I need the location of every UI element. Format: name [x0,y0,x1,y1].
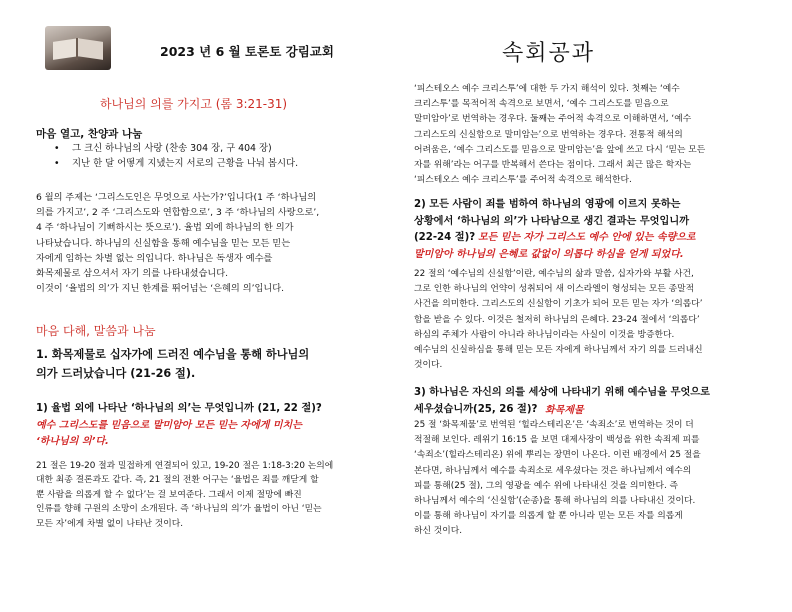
answer-1: 예수 그리스도를 믿음으로 말미암아 모든 믿는 자에게 미치는 ‘하나님의 의’다. [36,420,302,447]
answer-2: 모든 믿는 자가 그리스도 예수 안에 있는 속량으로 말미암아 하나님의 은혜로 값없이 의롭다 하심을 얻게 되었다. [414,232,696,260]
bullet-list [72,141,298,171]
section-title: 마음 다해, 말씀과 나눔 [36,324,156,338]
question-3: 3) 하나님은 자신의 의를 세상에 나타내기 위해 예수님을 무엇으로 세우셨습니까(25, 26 절)? [414,387,710,415]
answer-3: 화목제물 [545,405,584,416]
brand-title: 속회공과 [502,41,596,66]
paragraph-1: 21 절은 19-20 절과 밀접하게 연결되어 있고, 19-20 절은 1:18-3:20 논의에 대한 최종 결론과도 같다. 즉, 21 절의 전환 어구는 ‘율법은 죄를 깨닫게 할 뿐 사람을 의롭게 할 수 없다’는 걸 보여준다. 그래서 이제 절망에 빠진 인류를 향해 구원의 소망이 소개된다. 즉 ‘하나님의 의’가 율법이 아닌 ‘믿는 모든 자’에게 차별 없이 나타난 것이다. [36,461,334,529]
paragraph-2: 22 절의 ‘예수님의 신실함’이란, 예수님의 삶과 말씀, 십자가와 부활 사건, 그로 인한 하나님의 언약이 성취되어 새 이스라엘이 형성되는 모든 종말적 사건을 의미한다. 그리스도의 신실함이 기초가 되어 모든 믿는 자가 ‘의롭다’ 함을 받을 수 있다. 이것은 철저히 하나님의 은혜다. 23-24 절에서 ‘의롭다’ 하심의 주체가 사람이 아니라 하나님이라는 사실이 이것을 방증한다. 예수님의 신실하심을 통해 믿는 모든 자에게 하나님께서 자기 의를 드러내신 것이다. [414,269,703,371]
paragraph-0: ‘피스테오스 예수 크리스투’에 대한 두 가지 해석이 있다. 첫째는 ‘예수 크리스투’를 목적어적 속격으로 보면서, ‘예수 그리스도를 믿음으로 말미암아’로 번역하는 경우다. 둘째는 주어적 속격으로 이해하면서, ‘예수 그리스도의 신실함으로 말미암는’으로 번역하는 경우다. 전통적 해석의 어려움은, ‘예수 그리스도를 믿음으로 말미암는’을 앞에 쓰고 다시 ‘믿는 모든 자를 위해’라는 어구를 반복해서 쓴다는 점이다. 그래서 최근 많은 학자는 ‘피스테오스 예수 크리스투’를 주어적 속격으로 해석한다. [414,84,706,186]
paragraph-3: 25 절 ‘화목제물’로 번역된 ‘힐라스테리온’은 ‘속죄소’로 번역하는 것이 더 적절해 보인다. 레위기 16:15 을 보면 대제사장이 백성을 위한 속죄제 피를 ‘속죄소’(힐라스테리온) 위에 뿌리는 장면이 나온다. 이런 배경에서 25 절을 본다면, 하나님께서 예수를 속죄소로 세우셨다는 것은 하나님께서 예수의 피를 통해(25 절), 그의 영광을 예수 위에 나타내신 것을 의미한다. 즉 하나님께서 예수의 ‘신실함’(순종)을 통해 하나님의 의를 나타내신 것이다. 이를 통해 하나님이 자기를 의롭게 할 뿐 아니라 믿는 모든 자를 의롭게 하신 것이다. [414,420,701,537]
lesson-title: 하나님의 의를 가지고 (롬 3:21-31) [100,97,288,111]
church-name: 2023 년 6 월 토론토 강림교회 [160,44,334,59]
bullet-item: • 지난 한 달 어떻게 지냈는지 서로의 근황을 나눠 봅시다. [72,156,298,171]
open-heading: 마음 열고, 찬양과 나눔 [36,128,143,140]
intro-paragraph: 6 월의 주제는 ‘그리스도인은 무엇으로 사는가?’입니다(1 주 ‘하나님의 의를 가지고’, 2 주 ‘그리스도와 연합함으로’, 3 주 ‘하나님의 사랑으로’, 4 주 ‘하나님이 기뻐하시는 뜻으로’). 율법 외에 하나님의 한 의가 나타났습니다. 하나님의 신실함을 통해 예수님을 믿는 모든 믿는 자에게 임하는 차별 없는 의입니다. 하나님은 독생자 예수를 화목제물로 삼으셔서 자기 의를 나타내셨습니다. 이것이 ‘율법의 의’가 지닌 한계를 뛰어넘는 ‘은혜의 의’입니다. [36,192,320,295]
sub-heading: 1. 화목제물로 십자가에 드러진 예수님을 통해 하나님의 의가 드러났습니다 (21-26 절). [36,348,310,380]
church-logo-image [45,26,111,70]
question-1: 1) 율법 외에 나타난 ‘하나님의 의’는 무엇입니까 (21, 22 절)? [36,403,322,414]
question-2: 2) 모든 사람이 죄를 범하여 하나님의 영광에 이르지 못하는 상황에서 ‘하나님의 의’가 나타남으로 생긴 결과는 무엇입니까 (22-24 절)? [414,199,690,243]
bullet-item: • 그 크신 하나님의 사랑 (찬송 304 장, 구 404 장) [72,141,298,156]
